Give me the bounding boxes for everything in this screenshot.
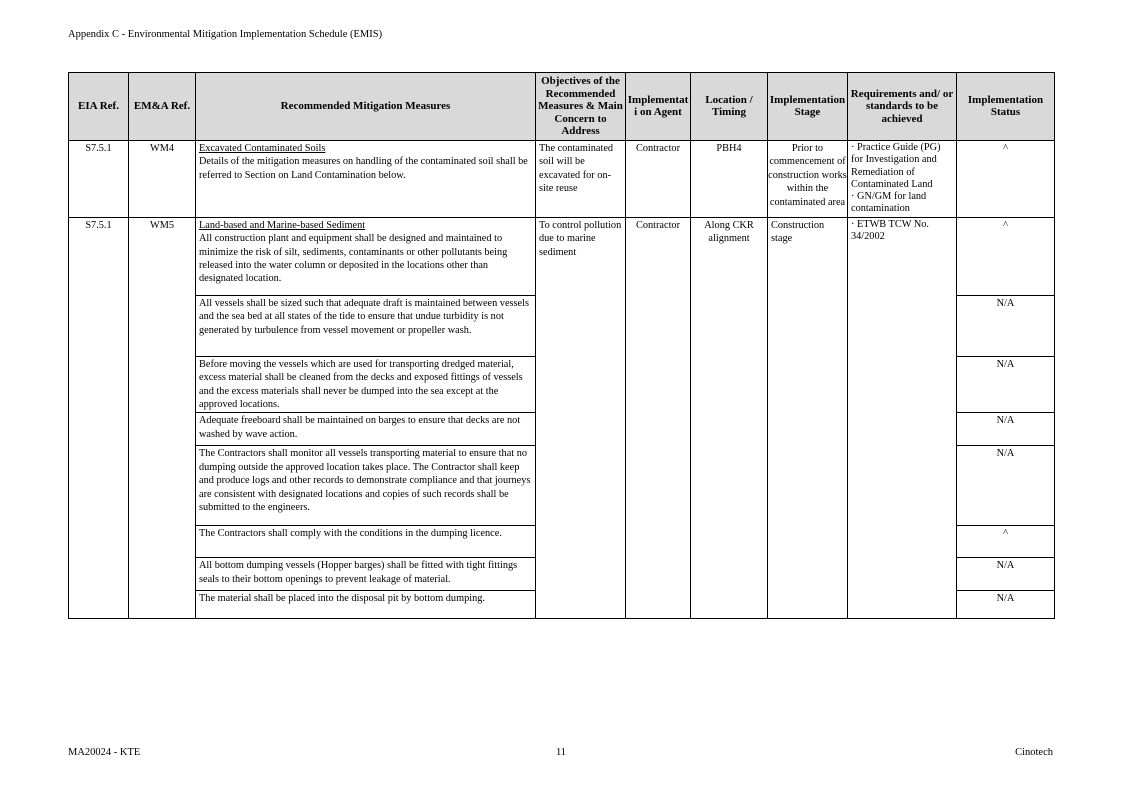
cell-status: N/A [957, 558, 1055, 591]
cell-measures [196, 217, 536, 295]
cell-objectives: The contaminated soil will be excavated for on-site reuse [536, 140, 626, 217]
cell-measures: Adequate freeboard shall be maintained on barges to ensure that decks are not washed by wave action. [196, 413, 536, 446]
cell-objectives: To control pollution due to marine sediment [536, 217, 626, 619]
measure-text: All construction plant and equipment shall be designed and maintained to minimize the risk of silt, sediments, contaminants or other pollutants being released into the water column or deposited in the locations other than designated location. [199, 233, 508, 285]
column-header-requirements: Requirements and/ or standards to be achieved [848, 73, 957, 141]
column-header-eia-ref: EIA Ref. [69, 73, 129, 141]
cell-measures: Before moving the vessels which are used for transporting dredged material, excess material shall be cleaned from the decks and exposed fittings of vessels and the excess materials shall never be dumped into the sea except at the approved locations. [196, 356, 536, 413]
column-header-location: Location / Timing [691, 73, 768, 141]
requirement-item: · GN/GM for land contamination [851, 191, 927, 215]
cell-stage: Prior to commencement of construction works within the contaminated area [768, 140, 848, 217]
column-header-agent: Implementati on Agent [626, 73, 691, 141]
cell-status: N/A [957, 446, 1055, 526]
cell-requirements [848, 217, 957, 619]
cell-eia-ref: S7.5.1 [69, 217, 129, 619]
appendix-title: Appendix C - Environmental Mitigation Implementation Schedule (EMIS) [68, 29, 383, 40]
footer-project-code: MA20024 - KTE [68, 747, 141, 758]
cell-status: N/A [957, 295, 1055, 356]
column-header-measures: Recommended Mitigation Measures [196, 73, 536, 141]
cell-ema-ref: WM5 [129, 217, 196, 619]
cell-status: ^ [957, 140, 1055, 217]
measure-text: Details of the mitigation measures on handling of the contaminated soil shall be referred to Section on Land Contamination below. [199, 156, 528, 181]
cell-eia-ref: S7.5.1 [69, 140, 129, 217]
cell-location: Along CKR alignment [691, 217, 768, 619]
cell-status: N/A [957, 356, 1055, 413]
cell-agent: Contractor [626, 217, 691, 619]
table-row-wm4 [69, 140, 1055, 217]
footer-company-name: Cinotech [1015, 747, 1053, 758]
measure-title: Excavated Contaminated Soils [199, 142, 326, 154]
column-header-stage: Implementation Stage [768, 73, 848, 141]
cell-measures: The Contractors shall comply with the conditions in the dumping licence. [196, 526, 536, 558]
requirement-item: · Practice Guide (PG) for Investigation and Remediation of Contaminated Land [851, 141, 941, 190]
cell-status: ^ [957, 217, 1055, 295]
measure-title: Land-based and Marine-based Sediment [199, 219, 366, 231]
cell-measures [196, 140, 536, 217]
cell-ema-ref: WM4 [129, 140, 196, 217]
emis-table [68, 72, 1055, 619]
cell-requirements [848, 140, 957, 217]
cell-measures: All bottom dumping vessels (Hopper barges) shall be fitted with tight fittings seals to their bottom openings to prevent leakage of material. [196, 558, 536, 591]
cell-measures: The Contractors shall monitor all vessels transporting material to ensure that no dumping outside the approved location takes place. The Contractor shall keep and produce logs and other records to demonstrate compliance and that journeys are consistent with designated locations and copies of such records shall be submitted to the engineers. [196, 446, 536, 526]
cell-status: ^ [957, 526, 1055, 558]
cell-measures: The material shall be placed into the disposal pit by bottom dumping. [196, 591, 536, 619]
column-header-status: Implementation Status [957, 73, 1055, 141]
cell-status: N/A [957, 413, 1055, 446]
cell-agent: Contractor [626, 140, 691, 217]
requirement-item: · ETWB TCW No. 34/2002 [851, 218, 929, 243]
column-header-objectives: Objectives of the Recommended Measures & Main Concern to Address [536, 73, 626, 141]
column-header-ema-ref: EM&A Ref. [129, 73, 196, 141]
cell-location: PBH4 [691, 140, 768, 217]
table-row-wm5-sub1 [69, 217, 1055, 295]
cell-stage: Construction stage [768, 217, 848, 619]
cell-status: N/A [957, 591, 1055, 619]
table-header-row [69, 73, 1055, 141]
cell-measures: All vessels shall be sized such that adequate draft is maintained between vessels and the sea bed at all states of the tide to ensure that undue turbidity is not generated by turbulence from vessel movement or propeller wash. [196, 295, 536, 356]
page-number: 11 [555, 747, 567, 758]
